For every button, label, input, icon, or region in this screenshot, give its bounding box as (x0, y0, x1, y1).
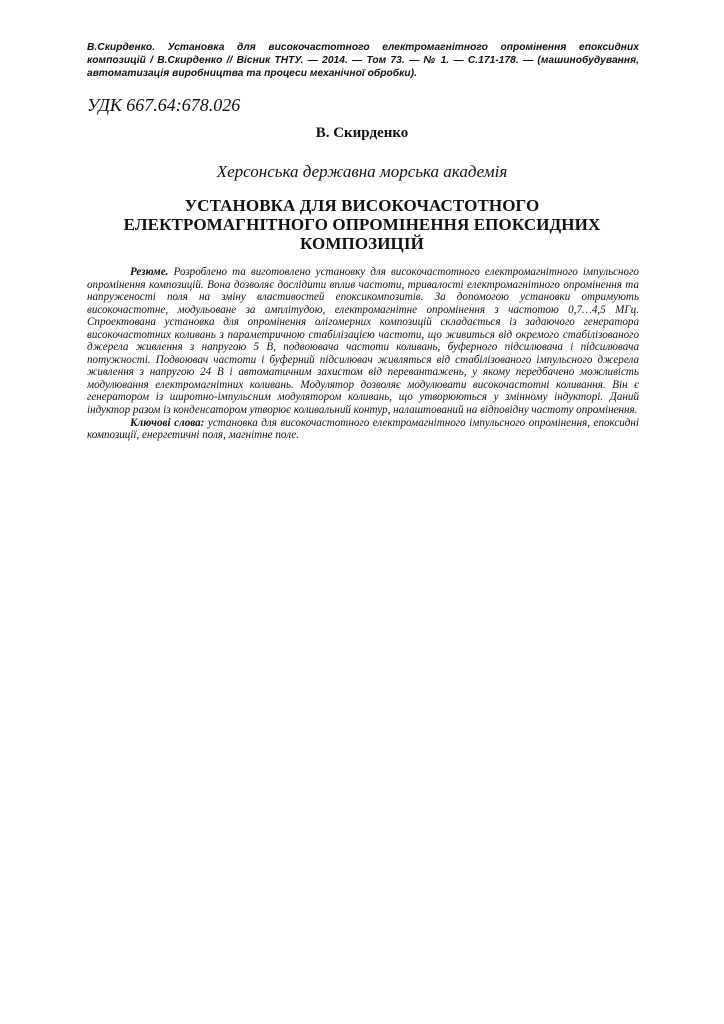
abstract-paragraph (87, 266, 639, 417)
citation-reference: В.Скирденко. Установка для високочастотного електромагнітного опромінення епоксидних композицій / В.Скирденко // Вісник ТНТУ. — 2014. — Том 73. — № 1. — С.171-178. — (машинобудування, автоматизація виробництва та процеси механічної обробки). (87, 42, 639, 79)
abstract-section (87, 266, 639, 442)
keywords-text: установка для високочастотного електромагнітного імпульсного опромінення, епоксидні композиції, енергетичні поля, магнітне поле. (87, 416, 639, 442)
keywords-paragraph (87, 417, 639, 442)
paper-title: УСТАНОВКА ДЛЯ ВИСОКОЧАСТОТНОГО ЕЛЕКТРОМАГНІТНОГО ОПРОМІНЕННЯ ЕПОКСИДНИХ КОМПОЗИЦІЙ (123, 196, 601, 253)
keywords-label: Ключові слова: (130, 416, 205, 429)
abstract-label: Резюме. (130, 266, 169, 278)
abstract-text: Розроблено та виготовлено установку для високочастотного електромагнітного імпульсного опромінення композицій. Вона дозволяє дослідити вплив частоти, тривалості електромагнітного опромінення та напруженості поля на зміну властивостей епоксикомпозитів. За допомогою установки отримують високочастотне, модульоване за амплітудою, електромагнітне опромінення з частотою 0,7…4,5 МГц. Спроектована установка для опромінення олігомерних композицій складається із задаючого генератора високочастотних коливань з параметричною стабілізацією частоти, що живиться від окремого стабілізованого джерела живлення з напругою 5 В, подвоювача частоти коливань, буферного підсилювача і підсилювача потужності. Подвоювач частоти і буферний підсилювач живляться від стабілізованого імпульсного джерела живлення з напругою 24 В і автоматичним захистом від перевантажень, у якому передбачено можливість модулювання електромагнітних коливань. Модулятор дозволяє модулювати високочастотні коливання. Він є генератором із широтно-імпульсним модулятором коливань, що утворюються у змінному індукторі. Даний індуктор разом із конденсатором утворює коливальний контур, налаштований на відповідну частоту опромінення. (87, 266, 639, 417)
author-name: В. Скирденко (315, 125, 409, 141)
author-affiliation: Херсонська державна морська академія (216, 162, 508, 181)
udk-code: УДК 667.64:678.026 (87, 95, 241, 115)
